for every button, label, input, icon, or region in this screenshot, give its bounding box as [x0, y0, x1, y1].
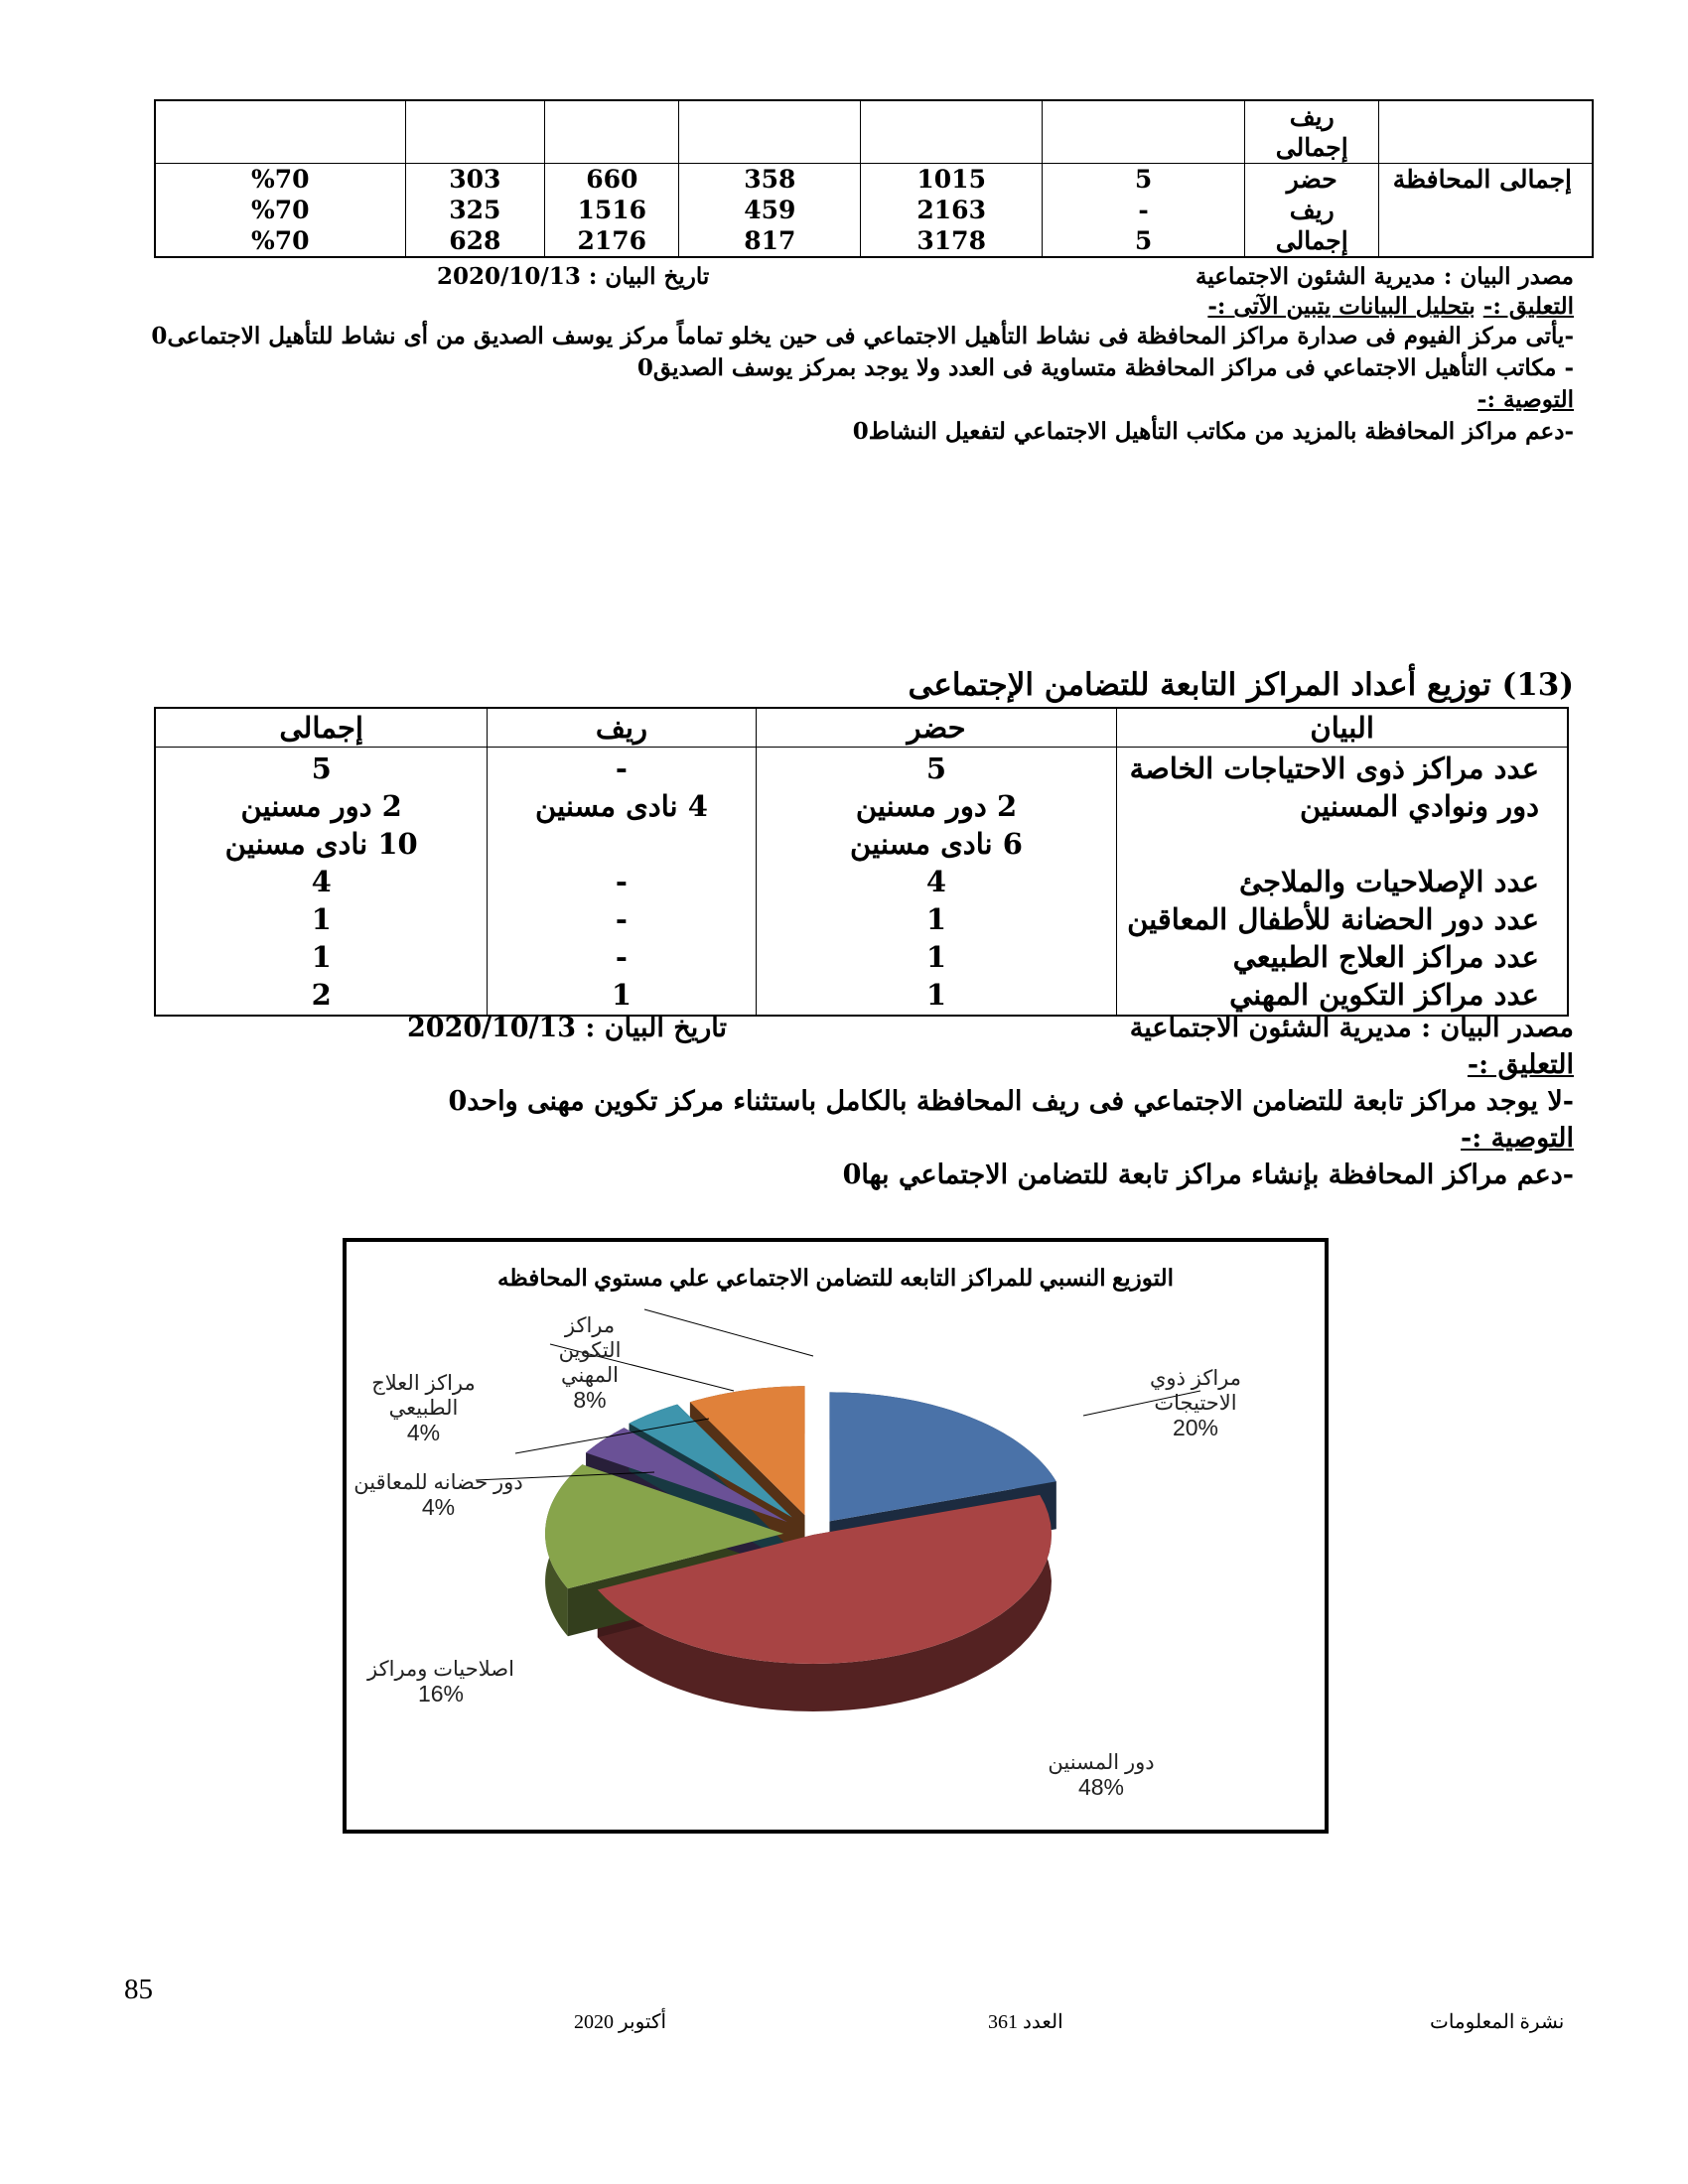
col-header-rural: ريف — [488, 708, 756, 748]
col-header-statement: البيان — [1117, 708, 1568, 748]
slice-label-vocational: مراكز التكوين المهني 8% — [558, 1314, 622, 1413]
row-label-vocational: عدد مراكز التكوين المهني — [1229, 978, 1539, 1012]
footer-date: أكتوبر 2020 — [574, 2011, 667, 2033]
col4-values: 660 1516 2176 — [545, 164, 679, 258]
comment-line-1: التعليق :- بتحليل البيانات يتبين الآتى :- — [1207, 293, 1574, 320]
table-row — [155, 748, 1568, 1017]
row-label: إجمالى المحافظة — [1379, 164, 1593, 258]
chart-title: التوزيع النسبي للمراكز التابعه للتضامن الاجتماعي علي مستوي المحافظه — [497, 1265, 1174, 1291]
col-header-urban: حضر — [756, 708, 1117, 748]
leader-line — [644, 1309, 813, 1356]
row-label-reformatories: عدد الإصلاحيات والملاجئ — [1238, 865, 1539, 898]
slice-label-special-needs: مراكز ذوي الاحتيجات 20% — [1149, 1367, 1242, 1440]
pie-svg — [347, 1242, 1325, 1830]
slice-label-elderly: دور المسنين 48% — [1048, 1751, 1155, 1800]
header-total: إجمالى — [1275, 133, 1348, 162]
col-header-total: إجمالى — [155, 708, 488, 748]
recommendation-line-2: -دعم مراكز المحافظة بإنشاء مراكز تابعة للتضامن الاجتماعي بها0 — [842, 1160, 1574, 1190]
governorate-total-table — [154, 99, 1594, 258]
source-line-2: مصدر البيان : مديرية الشئون الاجتماعية — [1129, 1013, 1574, 1043]
comment-point-1: -يأتى مركز الفيوم فى صدارة مراكز المحافظة فى نشاط التأهيل الاجتماعي فى حين يخلو تماماً مركز يوسف الصديق من أى نشاط للتأهيل الاجتماعى0 — [151, 323, 1574, 349]
col3-values: 358 459 817 — [679, 164, 861, 258]
date-line-2: تاريخ البيان : 2020/10/13 — [407, 1013, 727, 1043]
row-label-elderly: دور ونوادي المسنين — [1300, 789, 1539, 823]
date-line-1: تاريخ البيان : 2020/10/13 — [437, 263, 710, 290]
row-label-nurseries: عدد دور الحضانة للأطفال المعاقين — [1127, 902, 1539, 936]
percent-column: %70 %70 %70 — [155, 164, 405, 258]
row-label-special-needs: عدد مراكز ذوى الاحتياجات الخاصة — [1129, 751, 1539, 785]
footer-publication: نشرة المعلومات — [1430, 2011, 1565, 2033]
source-line-1: مصدر البيان : مديرية الشئون الاجتماعية — [1196, 263, 1574, 290]
comment-label-2: التعليق :- — [1467, 1049, 1574, 1080]
rural-values: - 4 نادى مسنين - - - 1 — [488, 748, 756, 1017]
table-13-title: (13) توزيع أعداد المراكز التابعة للتضامن الإجتماعى — [908, 667, 1574, 703]
comment-point-3: -لا يوجد مراكز تابعة للتضامن الاجتماعي فى ريف المحافظة بالكامل باستثناء مركز تكوين مهنى واحد0 — [448, 1086, 1574, 1117]
recommendation-label-1: التوصية :- — [1477, 386, 1574, 413]
solidarity-centers-table — [154, 707, 1569, 1017]
col2-values: 1015 2163 3178 — [861, 164, 1043, 258]
pie-chart — [343, 1238, 1329, 1834]
comment-point-2: - مكاتب التأهيل الاجتماعي فى مراكز المحافظة متساوية فى العدد ولا يوجد بمركز يوسف الصديق0 — [636, 354, 1574, 381]
slice-label-reformatories: اصلاحيات ومراكز 16% — [367, 1658, 514, 1706]
slice-label-nurseries: دور حضانه للمعاقين 4% — [353, 1471, 523, 1520]
area-type-column: حضر ريف إجمالى — [1245, 164, 1379, 258]
col5-values: 303 325 628 — [405, 164, 545, 258]
total-values: 5 2 دور مسنين 10 نادى مسنين 4 1 1 2 — [224, 751, 418, 1012]
col1-values: 5 - 5 — [1043, 164, 1245, 258]
recommendation-label-2: التوصية :- — [1461, 1123, 1574, 1154]
header-rural: ريف — [1289, 102, 1335, 131]
urban-values: 5 2 دور مسنين 6 نادى مسنين 4 1 1 1 — [756, 748, 1117, 1017]
recommendation-line-1: -دعم مراكز المحافظة بالمزيد من مكاتب التأهيل الاجتماعي لتفعيل النشاط0 — [852, 418, 1574, 445]
slice-label-physiotherapy: مراكز العلاج الطبيعي 4% — [371, 1372, 476, 1445]
row-label-physiotherapy: عدد مراكز العلاج الطبيعي — [1232, 940, 1539, 974]
page-number: 85 — [124, 1974, 153, 2005]
footer-issue: العدد 361 — [988, 2011, 1063, 2033]
